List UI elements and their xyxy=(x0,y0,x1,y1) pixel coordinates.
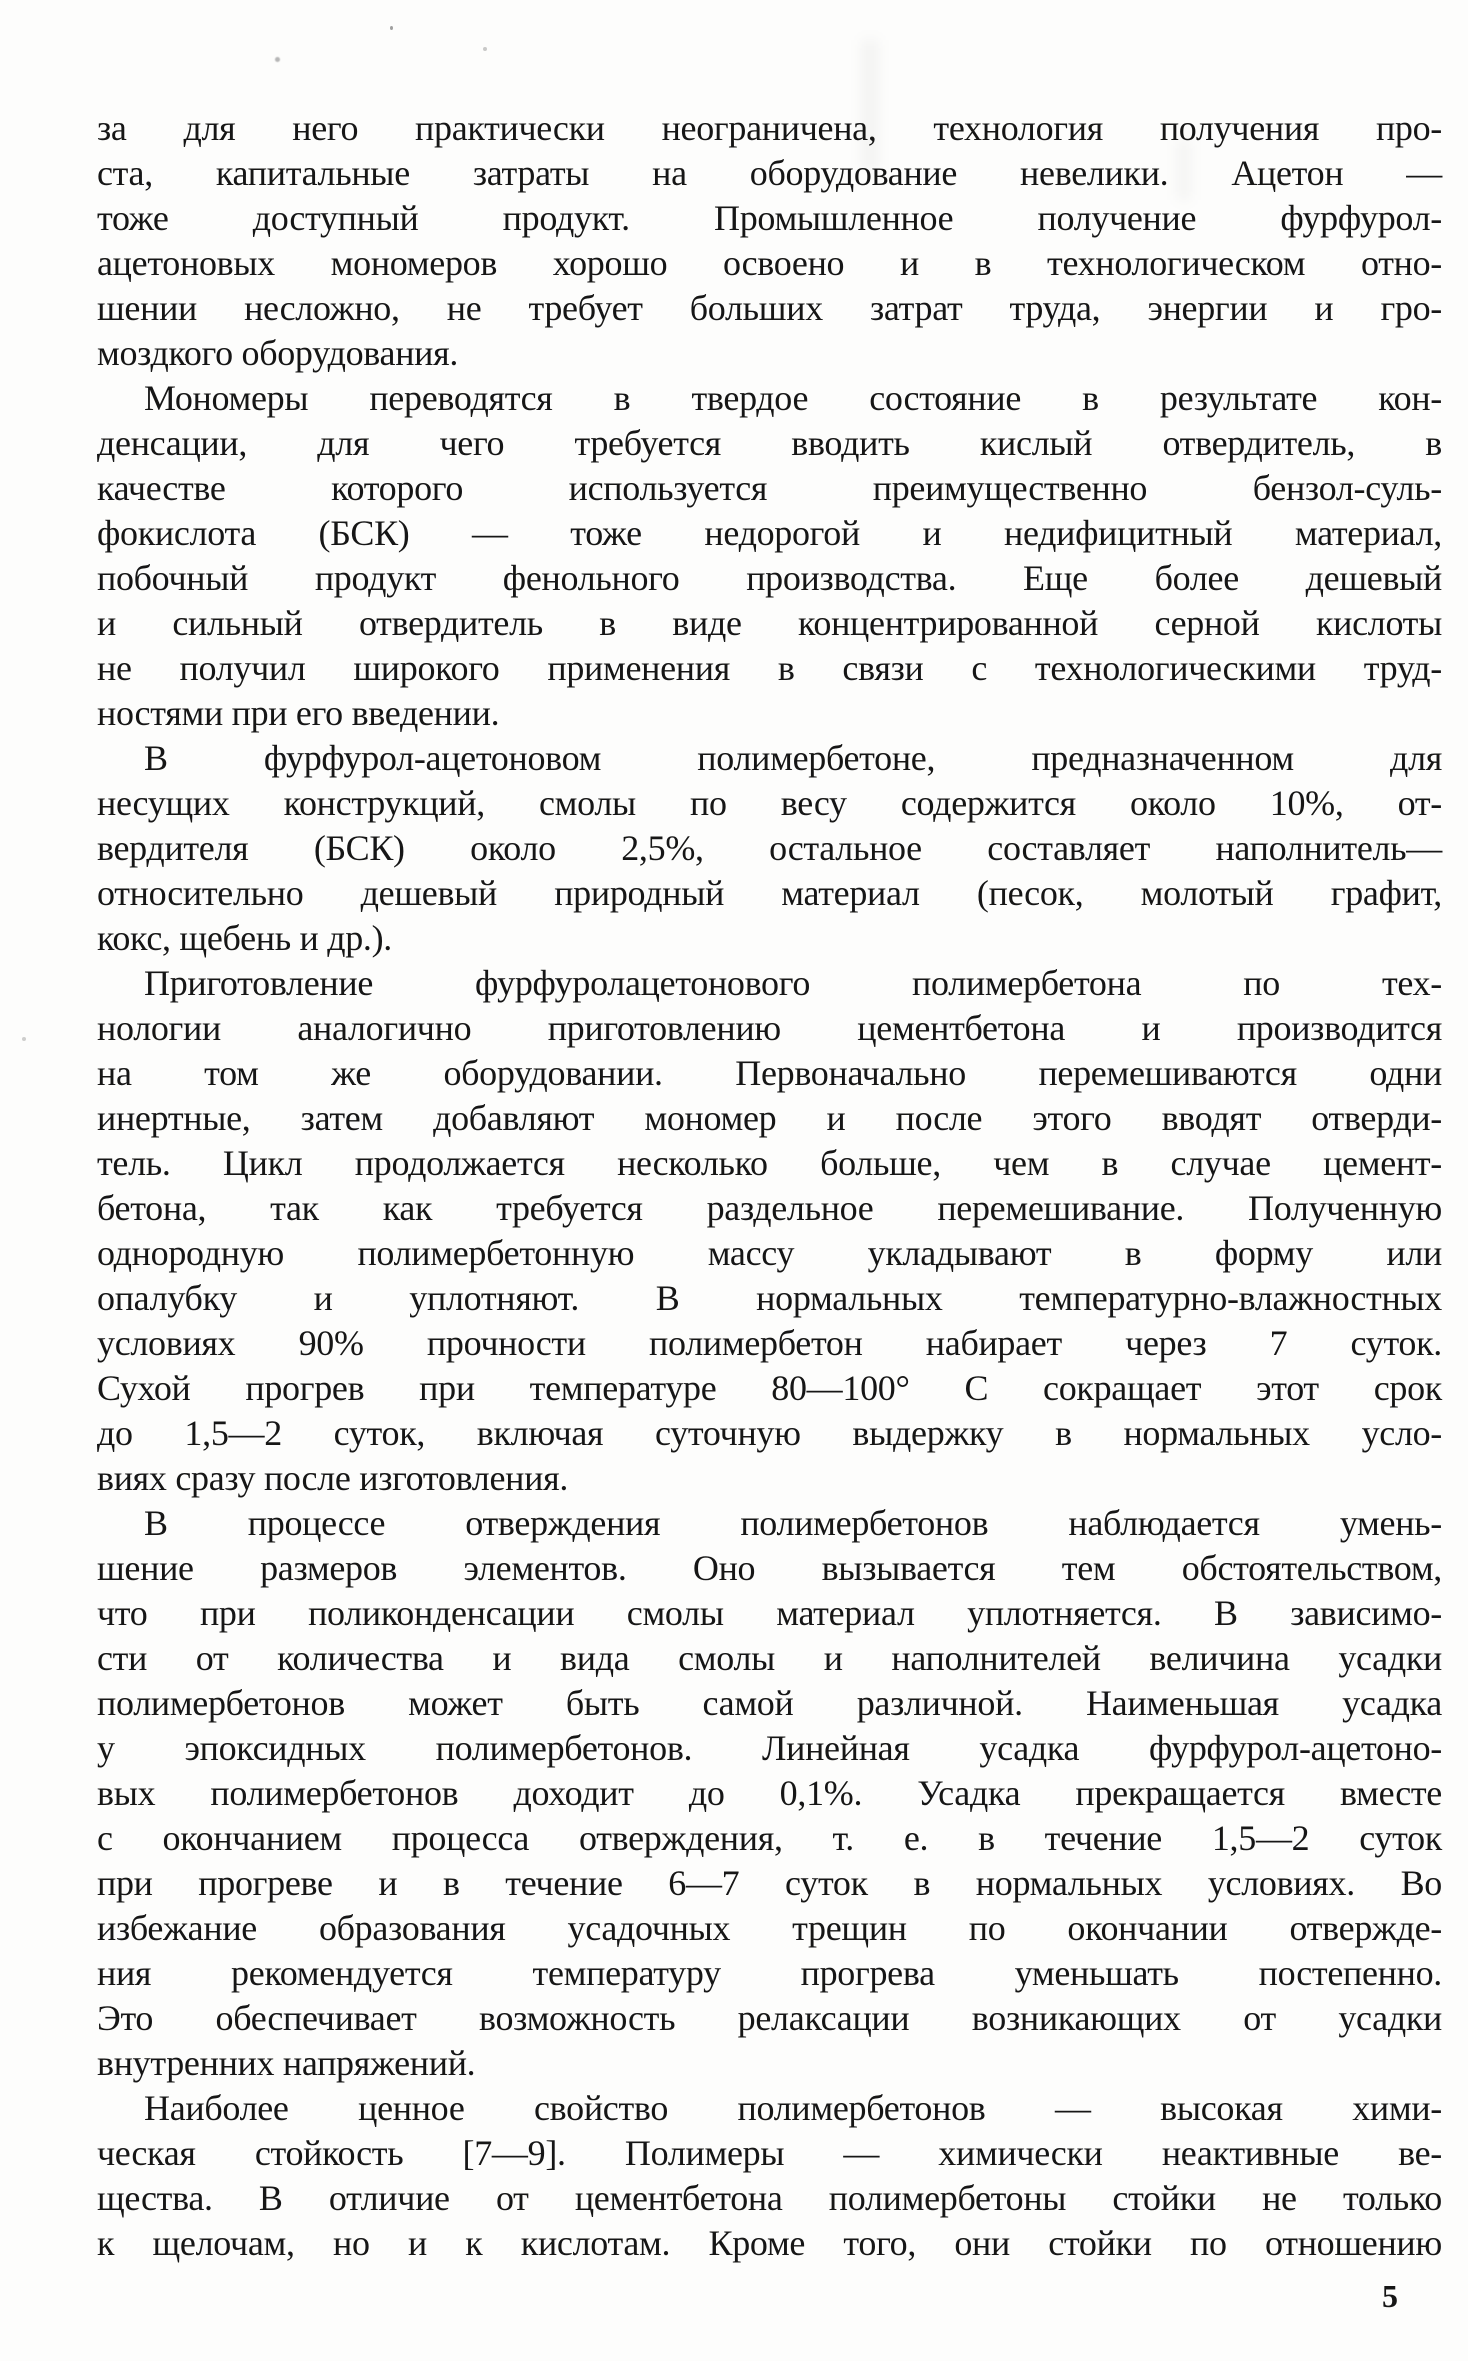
text-line: что при поликонденсации смолы материал уплотняется. В зависимо- xyxy=(97,1593,1442,1633)
text-line: однородную полимербетонную массу укладывают в форму или xyxy=(97,1233,1442,1273)
paragraph xyxy=(97,2086,1442,2266)
scan-speck xyxy=(22,1037,26,1041)
text-line: тель. Цикл продолжается несколько больше, чем в случае цемент- xyxy=(97,1143,1442,1183)
text-line: на том же оборудовании. Первоначально перемешиваются одни xyxy=(97,1053,1442,1093)
text-line: В фурфурол-ацетоновом полимербетоне, предназначенном для xyxy=(144,738,1442,778)
text-line: полимербетонов может быть самой различной. Наименьшая усадка xyxy=(97,1683,1442,1723)
text-line: щества. В отличие от цементбетона полимербетоны стойки не только xyxy=(97,2178,1442,2218)
text-line: Это обеспечивает возможность релаксации возникающих от усадки xyxy=(97,1998,1442,2038)
text-line: у эпоксидных полимербетонов. Линейная усадка фурфурол-ацетоно- xyxy=(97,1728,1442,1768)
paragraph xyxy=(97,736,1442,961)
text-line: условиях 90% прочности полимербетон набирает через 7 суток. xyxy=(97,1323,1442,1363)
text-line: сти от количества и вида смолы и наполнителей величина усадки xyxy=(97,1638,1442,1678)
text-line: к щелочам, но и к кислотам. Кроме того, они стойки по отношению xyxy=(97,2223,1442,2263)
paragraph xyxy=(97,106,1442,376)
text-line: несущих конструкций, смолы по весу содержится около 10%, от- xyxy=(97,783,1442,823)
text-line: избежание образования усадочных трещин по окончании отвержде- xyxy=(97,1908,1442,1948)
text-line: денсации, для чего требуется вводить кислый отвердитель, в xyxy=(97,423,1442,463)
text-line: Мономеры переводятся в твердое состояние в результате кон- xyxy=(144,378,1442,418)
text-line: кокс, щебень и др.). xyxy=(97,918,393,958)
text-line: моздкого оборудования. xyxy=(97,333,459,373)
text-line: и сильный отвердитель в виде концентрированной серной кислоты xyxy=(97,603,1442,643)
text-line: В процессе отверждения полимербетонов наблюдается умень- xyxy=(144,1503,1442,1543)
body-text xyxy=(97,106,1442,2266)
text-line: ния рекомендуется температуру прогрева уменьшать постепенно. xyxy=(97,1953,1442,1993)
text-line: фокислота (БСК) — тоже недорогой и недифицитный материал, xyxy=(97,513,1442,553)
text-line: бетона, так как требуется раздельное перемешивание. Полученную xyxy=(97,1188,1442,1228)
text-line: ста, капитальные затраты на оборудование невелики. Ацетон — xyxy=(97,153,1442,193)
text-line: за для него практически неограничена, технология получения про- xyxy=(97,108,1442,148)
text-line: внутренних напряжений. xyxy=(97,2043,476,2083)
paragraph xyxy=(97,1501,1442,2086)
text-line: тоже доступный продукт. Промышленное получение фурфурол- xyxy=(97,198,1442,238)
text-line: инертные, затем добавляют мономер и после этого вводят отверди- xyxy=(97,1098,1442,1138)
text-line: шении несложно, не требует больших затрат труда, энергии и гро- xyxy=(97,288,1442,328)
text-line: ческая стойкость [7—9]. Полимеры — химически неактивные ве- xyxy=(97,2133,1442,2173)
paragraph xyxy=(97,376,1442,736)
text-line: Наиболее ценное свойство полимербетонов — высокая хими- xyxy=(144,2088,1442,2128)
text-line: шение размеров элементов. Оно вызывается тем обстоятельством, xyxy=(97,1548,1442,1588)
text-line: опалубку и уплотняют. В нормальных температурно-влажностных xyxy=(97,1278,1442,1318)
text-line: с окончанием процесса отверждения, т. е. в течение 1,5—2 суток xyxy=(97,1818,1442,1858)
text-line: ацетоновых мономеров хорошо освоено и в технологическом отно- xyxy=(97,243,1442,283)
paragraph xyxy=(97,961,1442,1501)
text-line: нологии аналогично приготовлению цементбетона и производится xyxy=(97,1008,1442,1048)
text-line: вердителя (БСК) около 2,5%, остальное составляет наполнитель— xyxy=(97,828,1442,868)
text-line: не получил широкого применения в связи с технологическими труд- xyxy=(97,648,1442,688)
text-line: при прогреве и в течение 6—7 суток в нормальных условиях. Во xyxy=(97,1863,1442,1903)
text-line: Приготовление фурфуролацетонового полимербетона по тех- xyxy=(144,963,1442,1003)
text-line: до 1,5—2 суток, включая суточную выдержку в нормальных усло- xyxy=(97,1413,1442,1453)
text-line: вых полимербетонов доходит до 0,1%. Усадка прекращается вместе xyxy=(97,1773,1442,1813)
scan-speck xyxy=(483,47,487,51)
text-line: ностями при его введении. xyxy=(97,693,500,733)
page-number: 5 xyxy=(1382,2278,1398,2314)
text-line: качестве которого используется преимущественно бензол-суль- xyxy=(97,468,1442,508)
text-line: виях сразу после изготовления. xyxy=(97,1458,569,1498)
text-line: побочный продукт фенольного производства. Еще более дешевый xyxy=(97,558,1442,598)
scan-speck xyxy=(390,26,393,30)
scan-speck xyxy=(275,57,280,62)
text-line: Сухой прогрев при температуре 80—100° С сокращает этот срок xyxy=(97,1368,1442,1408)
text-line: относительно дешевый природный материал (песок, молотый графит, xyxy=(97,873,1442,913)
